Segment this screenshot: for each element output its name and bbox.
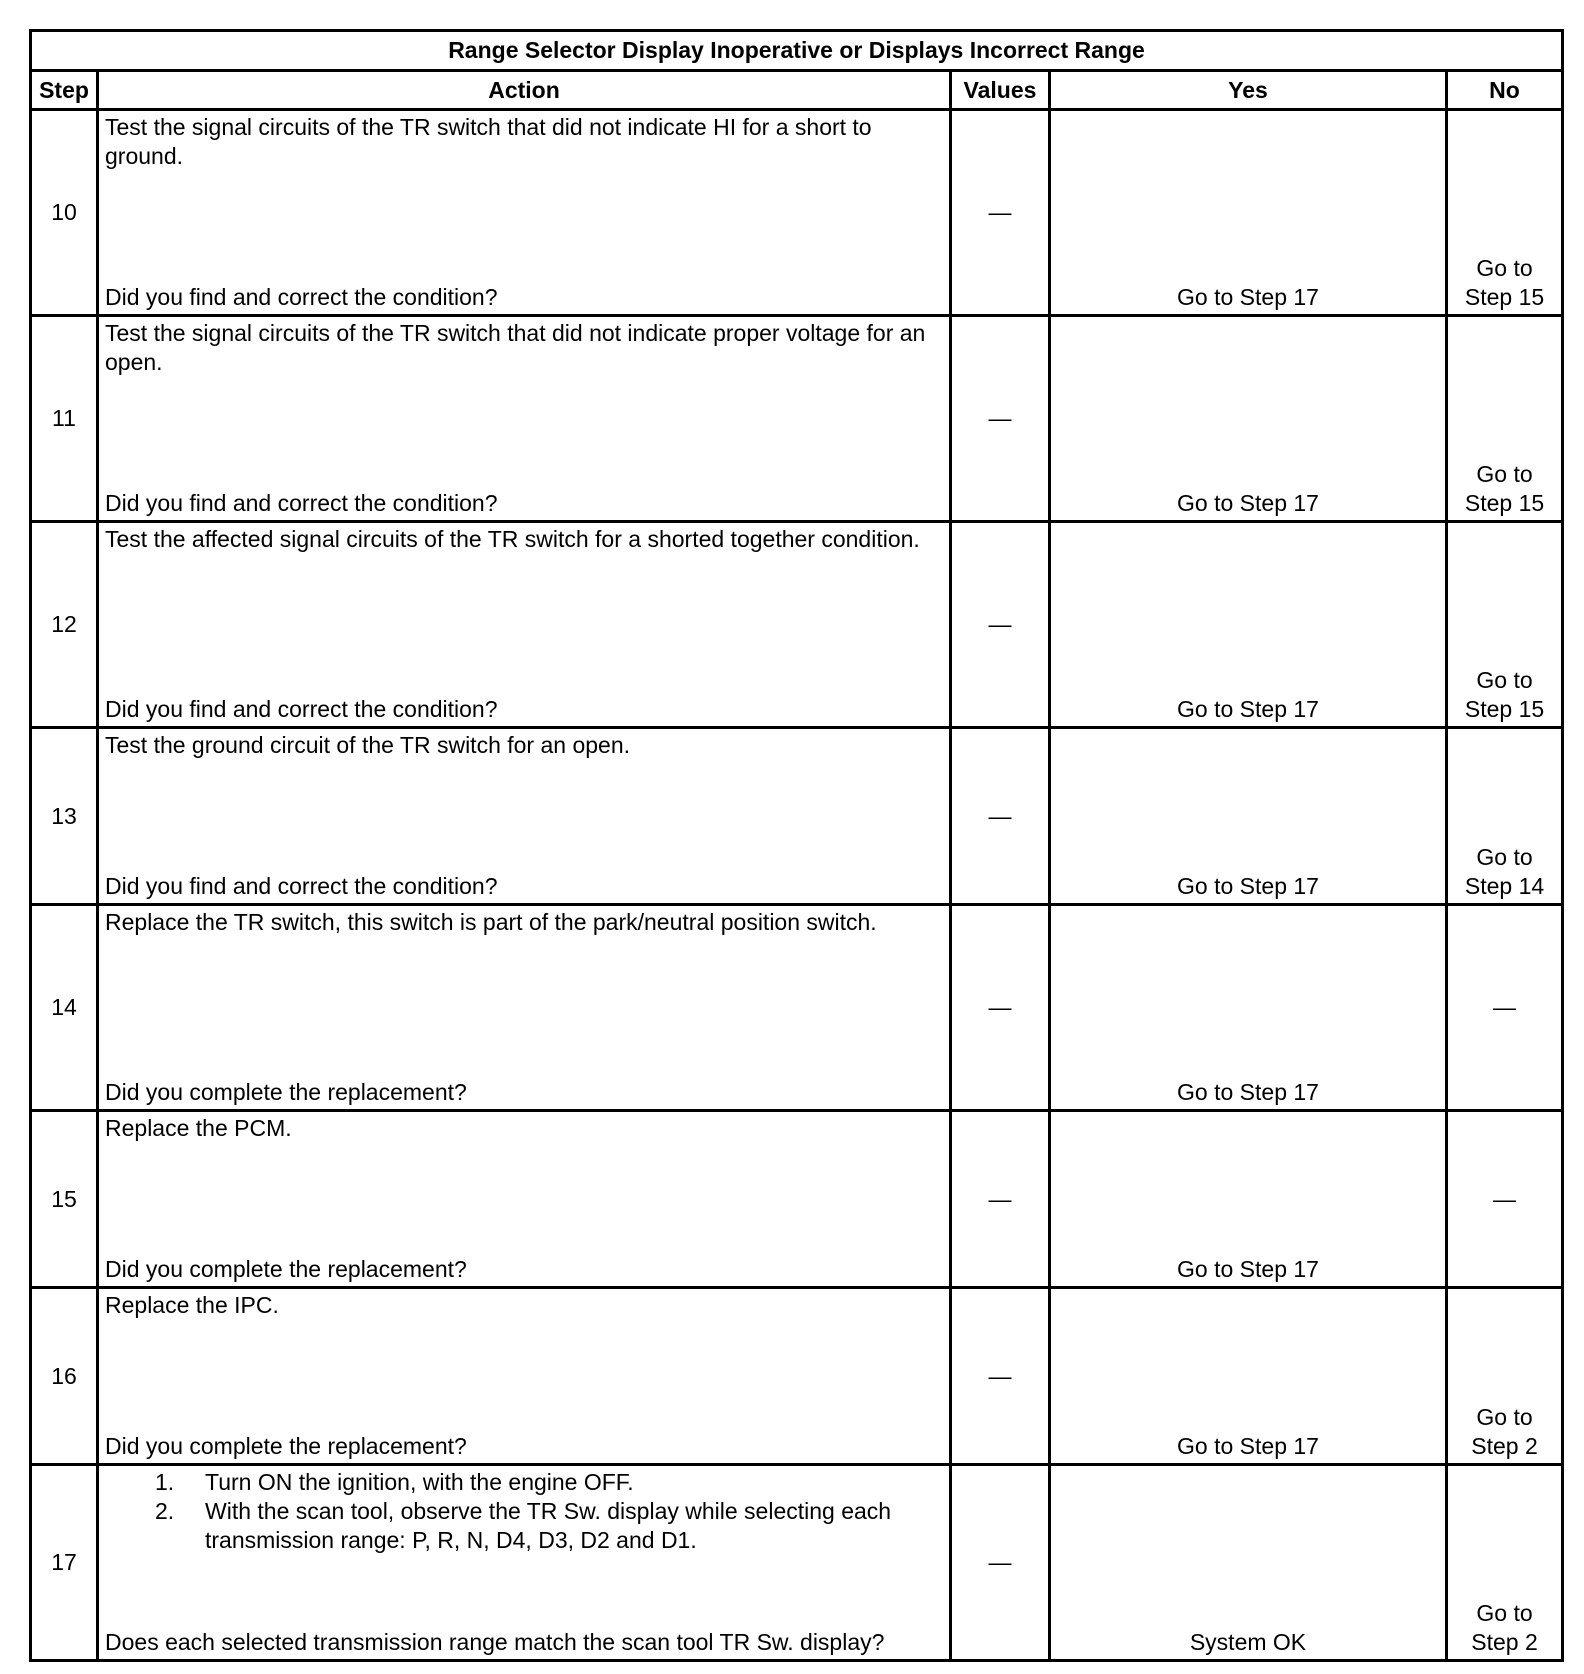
no-cell [1447,728,1563,905]
no-text-line1: Go to [1476,667,1533,693]
action-text: Replace the PCM. [105,1115,292,1141]
values-cell: — [951,522,1050,728]
action-cell [98,1288,951,1465]
action-question: Did you find and correct the condition? [105,490,498,516]
action-question: Did you find and correct the condition? [105,873,498,899]
action-cell [98,1465,951,1661]
values-cell: — [951,316,1050,522]
action-text: Test the signal circuits of the TR switch that did not indicate proper voltage for an open. [105,320,926,375]
action-text: Replace the IPC. [105,1292,279,1318]
yes-cell: Go to Step 17 [1050,1111,1447,1288]
substep-text: With the scan tool, observe the TR Sw. display while selecting each transmission range: P, R, N, D4, D3, D2 and D1. [205,1498,892,1553]
no-text-line2: Step 15 [1464,696,1545,722]
table-row-step-12 [31,522,1563,728]
no-text-line1: Go to [1476,255,1533,281]
action-cell [98,316,951,522]
values-cell: — [951,1465,1050,1661]
step-number: 10 [31,110,98,316]
values-cell: — [951,728,1050,905]
table-row-step-10 [31,110,1563,316]
yes-cell: Go to Step 17 [1050,522,1447,728]
action-cell [98,905,951,1111]
action-cell [98,110,951,316]
action-question: Does each selected transmission range match the scan tool TR Sw. display? [105,1629,885,1655]
no-text-line2: Step 2 [1471,1433,1538,1459]
action-text: Test the signal circuits of the TR switch that did not indicate HI for a short to ground. [105,114,872,169]
action-question: Did you complete the replacement? [105,1256,467,1282]
no-text-line1: Go to [1476,1404,1533,1430]
no-text-line1: Go to [1476,1600,1533,1626]
step-number: 14 [31,905,98,1111]
substep-number: 1. [155,1469,175,1495]
table-row-step-15 [31,1111,1563,1288]
no-text-line1: Go to [1476,461,1533,487]
no-text-line2: Step 2 [1471,1629,1538,1655]
values-cell: — [951,1288,1050,1465]
header-values: Values [951,71,1050,110]
action-cell [98,522,951,728]
substep-item [105,1468,945,1497]
no-cell [1447,316,1563,522]
substep-number: 2. [155,1498,175,1524]
action-question: Did you complete the replacement? [105,1433,467,1459]
no-cell [1447,1465,1563,1661]
yes-cell: Go to Step 17 [1050,110,1447,316]
action-question: Did you complete the replacement? [105,1079,467,1105]
action-text: Replace the TR switch, this switch is part of the park/neutral position switch. [105,909,877,935]
header-row [31,71,1563,110]
action-substeps [105,1468,945,1555]
yes-cell: Go to Step 17 [1050,316,1447,522]
header-yes: Yes [1050,71,1447,110]
table-row-step-13 [31,728,1563,905]
no-cell: — [1447,1111,1563,1288]
action-text: Test the affected signal circuits of the TR switch for a shorted together condition. [105,526,920,552]
no-cell: — [1447,905,1563,1111]
header-no: No [1447,71,1563,110]
action-cell [98,1111,951,1288]
no-text-line2: Step 14 [1464,873,1545,899]
action-cell [98,728,951,905]
action-question: Did you find and correct the condition? [105,696,498,722]
yes-cell: Go to Step 17 [1050,905,1447,1111]
step-number: 11 [31,316,98,522]
yes-cell: Go to Step 17 [1050,728,1447,905]
action-text: Test the ground circuit of the TR switch for an open. [105,732,631,758]
table-row-step-11 [31,316,1563,522]
diagnostic-table [29,29,1564,1662]
values-cell: — [951,905,1050,1111]
step-number: 12 [31,522,98,728]
table-row-step-17 [31,1465,1563,1661]
header-action: Action [98,71,951,110]
values-cell: — [951,110,1050,316]
no-cell [1447,522,1563,728]
table-row-step-16 [31,1288,1563,1465]
values-cell: — [951,1111,1050,1288]
no-text-line1: Go to [1476,844,1533,870]
substep-item [105,1497,945,1555]
step-number: 17 [31,1465,98,1661]
table-row-step-14 [31,905,1563,1111]
table-title: Range Selector Display Inoperative or Displays Incorrect Range [31,31,1563,71]
no-cell [1447,1288,1563,1465]
title-row [31,31,1563,71]
step-number: 16 [31,1288,98,1465]
header-step: Step [31,71,98,110]
step-number: 15 [31,1111,98,1288]
no-text-line2: Step 15 [1464,284,1545,310]
step-number: 13 [31,728,98,905]
substep-text: Turn ON the ignition, with the engine OFF. [205,1469,634,1495]
no-text-line2: Step 15 [1464,490,1545,516]
action-question: Did you find and correct the condition? [105,284,498,310]
no-cell [1447,110,1563,316]
yes-cell: System OK [1050,1465,1447,1661]
yes-cell: Go to Step 17 [1050,1288,1447,1465]
